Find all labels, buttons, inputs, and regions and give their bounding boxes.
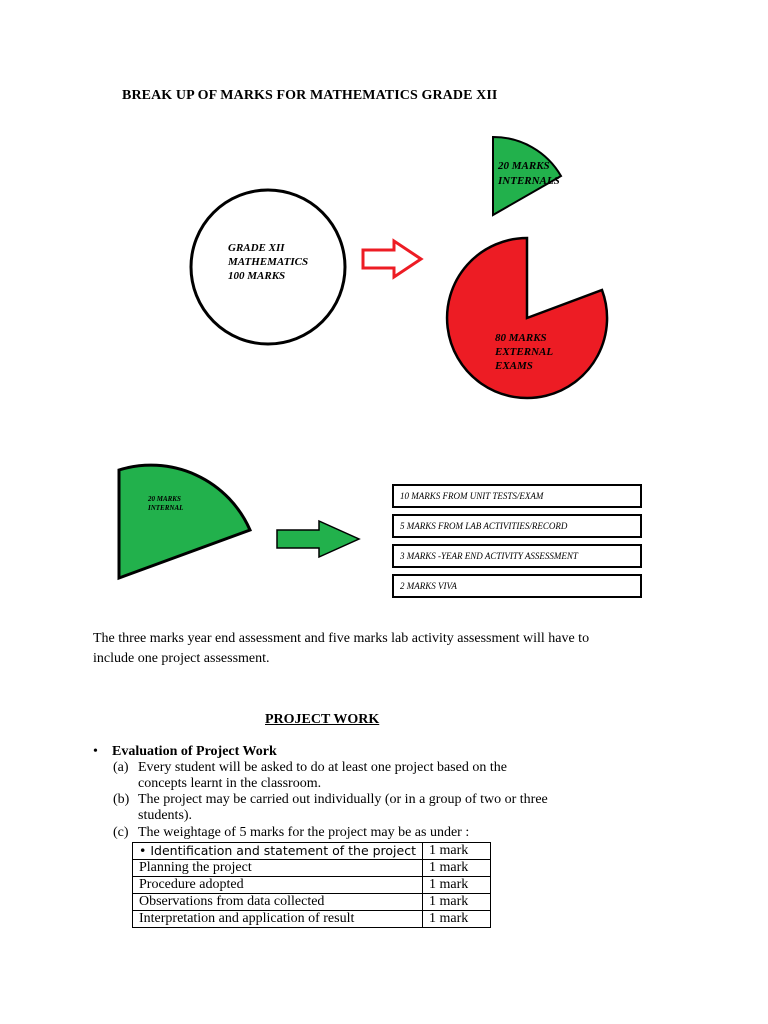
list-item-text: The project may be carried out individually (or in a group of two or three students). <box>138 792 548 823</box>
table-cell-criterion: Planning the project <box>133 860 423 877</box>
red-arrow-icon <box>363 241 421 277</box>
table-cell-criterion: Interpretation and application of result <box>133 911 423 928</box>
table-row <box>133 860 491 877</box>
list-item <box>113 760 563 792</box>
table-cell-marks: 1 mark <box>423 894 491 911</box>
breakdown-box-3: 3 MARKS -YEAR END ACTIVITY ASSESSMENT <box>392 544 642 568</box>
circle-line-1: GRADE XII <box>228 242 285 254</box>
bottom-internal-line-1: 20 MARKS <box>148 495 181 503</box>
circle-line-2: MATHEMATICS <box>228 256 309 268</box>
list-item-label: (a) <box>113 760 129 775</box>
top-marks-diagram <box>0 120 768 410</box>
external-marks-pie <box>447 238 607 398</box>
table-cell-criterion: Procedure adopted <box>133 877 423 894</box>
internal-line-1: 20 MARKS <box>498 160 550 172</box>
evaluation-heading: Evaluation of Project Work <box>112 744 277 759</box>
external-line-2: EXTERNAL <box>495 346 554 358</box>
table-cell-marks: 1 mark <box>423 860 491 877</box>
breakdown-box-1: 10 MARKS FROM UNIT TESTS/EXAM <box>392 484 642 508</box>
list-item <box>113 792 563 824</box>
breakdown-box-4: 2 MARKS VIVA <box>392 574 642 598</box>
green-arrow-icon <box>277 521 359 557</box>
external-line-1: 80 MARKS <box>495 332 547 344</box>
bullet-icon: • <box>93 744 98 759</box>
list-item-text: The weightage of 5 marks for the project may be as under : <box>138 825 470 840</box>
table-cell-marks: 1 mark <box>423 843 491 860</box>
table-cell-marks: 1 mark <box>423 877 491 894</box>
page-title: BREAK UP OF MARKS FOR MATHEMATICS GRADE XII <box>122 88 498 103</box>
external-line-3: EXAMS <box>495 360 533 372</box>
list-item-label: (c) <box>113 825 129 840</box>
list-item <box>113 825 563 841</box>
bottom-internal-line-2: INTERNAL <box>148 504 184 512</box>
breakdown-box-2: 5 MARKS FROM LAB ACTIVITIES/RECORD <box>392 514 642 538</box>
project-weightage-table <box>132 842 491 928</box>
table-row <box>133 877 491 894</box>
project-work-heading: PROJECT WORK <box>265 712 380 727</box>
list-item-label: (b) <box>113 792 130 807</box>
table-row <box>133 843 491 860</box>
table-row <box>133 911 491 928</box>
internal-breakdown-wedge <box>119 465 250 578</box>
assessment-paragraph: The three marks year end assessment and five marks lab activity assessment will have to include one project assessment. <box>93 631 590 666</box>
table-cell-marks: 1 mark <box>423 911 491 928</box>
table-cell-criterion: • Identification and statement of the project <box>133 843 423 860</box>
circle-line-3: 100 MARKS <box>228 270 286 282</box>
table-cell-criterion: Observations from data collected <box>133 894 423 911</box>
list-item-text: Every student will be asked to do at least one project based on the concepts learnt in the classroom. <box>138 760 507 791</box>
internal-breakdown-diagram <box>0 460 768 610</box>
internal-line-2: INTERNALS <box>498 175 560 187</box>
table-row <box>133 894 491 911</box>
